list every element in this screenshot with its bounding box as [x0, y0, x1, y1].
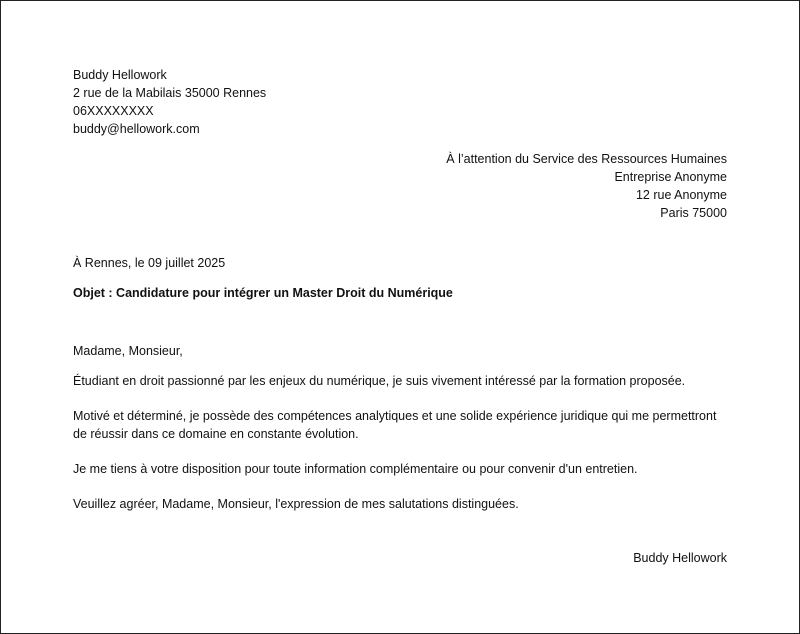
signature: Buddy Hellowork: [633, 551, 727, 565]
sender-name: Buddy Hellowork: [73, 68, 167, 82]
letter-date: À Rennes, le 09 juillet 2025: [73, 256, 226, 270]
recipient-company: Entreprise Anonyme: [614, 170, 727, 184]
recipient-street: 12 rue Anonyme: [635, 188, 727, 202]
letter-subject: Objet : Candidature pour intégrer un Master Droit du Numérique: [73, 286, 453, 300]
sender-block: [73, 66, 727, 138]
sender-email: buddy@hellowork.com: [73, 122, 200, 136]
body-paragraph-2: Motivé et déterminé, je possède des compétences analytiques et une solide expérience juridique qui me permettront de réussir dans ce domaine en constante évolution.: [73, 409, 717, 441]
sender-phone: 06XXXXXXXX: [73, 104, 154, 118]
recipient-attention: À l’attention du Service des Ressources Humaines: [446, 152, 727, 166]
body-paragraph-1: Étudiant en droit passionné par les enjeux du numérique, je suis vivement intéressé par la formation proposée.: [73, 374, 686, 388]
sender-address: 2 rue de la Mabilais 35000 Rennes: [73, 86, 267, 100]
letter-content: [73, 66, 727, 567]
letter-salutation: Madame, Monsieur,: [73, 344, 183, 358]
recipient-city: Paris 75000: [660, 206, 727, 220]
recipient-block: [73, 150, 727, 222]
closing-paragraph: Veuillez agréer, Madame, Monsieur, l'expression de mes salutations distinguées.: [73, 497, 519, 511]
body-paragraph-3: Je me tiens à votre disposition pour toute information complémentaire ou pour convenir d'un entretien.: [73, 462, 638, 476]
